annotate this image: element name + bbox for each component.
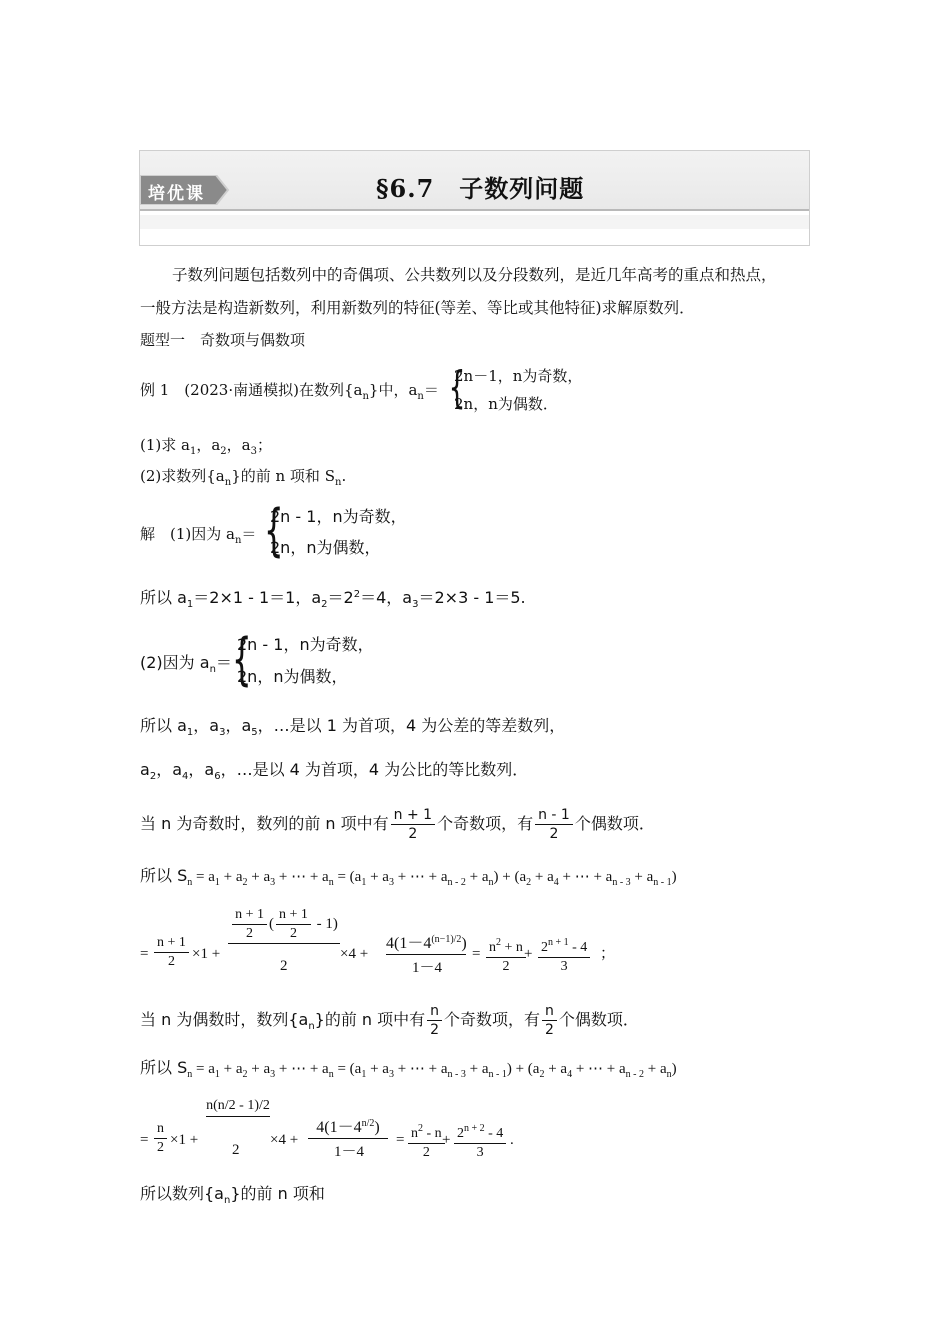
solution-case-odd: 2n - 1，n为奇数，: [270, 507, 407, 526]
badge-label: 培优课: [148, 184, 205, 204]
part2-case-even: 2n，n为偶数，: [237, 667, 348, 686]
example-case-odd: 2n－1，n为奇数，: [454, 367, 583, 385]
left-brace-icon: {: [448, 362, 466, 413]
solution-case-even: 2n，n为偶数，: [270, 538, 381, 557]
even-n-case: 当 n 为偶数时，数列$\{a_n\}$的前 n 项中有 $\frac{n}{2}$ 个奇数项，有 $\frac{n}{2}$ 个偶数项．: [140, 1003, 639, 1038]
solution-a-values: 所以 $a_1=2\times 1 - 1=1$，$a_2=2^2=4$，$a_3=2\times 3 - 1=5$.: [140, 588, 526, 610]
example-prompt: 例 1 (2023·南通模拟)在数列$\{a_n\}$中，$a_n=$: [140, 381, 439, 402]
part2-case-odd: 2n - 1，n为奇数，: [237, 635, 374, 654]
question-1: (1)求 $a_1$，$a_2$，$a_3$；: [140, 436, 273, 457]
intro-line-2: 一般方法是构造新数列，利用新数列的特征(等差、等比或其他特征)求解原数列．: [140, 299, 695, 317]
document-page: 培优课 §6.7 子数列问题 子数列问题包括数列中的奇偶项、公共数列以及分段数列，是近几年高考的重点和热点， 一般方法是构造新数列，利用新数列的特征(等差、等比或其他特征)求解原数列． 题型一 奇数项与偶数项 例 1 (2023·南通模拟)在数列$\{a_n\}$中，$a_n=$ { 2n－1，n为奇数， 2n，n为偶数． (1)求 $a_1$，$a_2$，$a_3$； (2)求数列$\{a_n\}$的前 n 项和 $S_n$. 解 (1)因为 $a_n=$ { 2n - 1，n为奇数， 2n，n为偶数， 所以 $a_1=2\times 1 - 1=1$，$a_2=2^2=4$，$a_3=2\times 3 - 1=5$. (2)因为 $a_n=$ { 2n - 1，n为奇数， 2n，n为偶数， 所以 $a_1$，$a_3$，$a_5$，…是以 1 为首项，4 为公差的等差数列， $a_2$，$a_4$，$a_6$，…是以 4 为首项，4 为公比的等比数列． 当 n 为奇数时，数列的前 n 项中有 $\frac{n + 1}{2}$ 个奇数项，有 $\frac{n - 1}{2}$ 个偶数项． 所以 $S_n = a_1 + a_2 + a_3$ + ⋯ + $a_n = (a_1 + a_3$ + ⋯ + $a_{n - 2} + a_n) + (a_2 + a_4$ + ⋯ + $a_{n - 3} + a_{n - 1}$) = $\frac{n + 1}{2}$ ×1 + $\frac{n + 1}{2}$ ( $\frac{n + 1}{2}$ - 1) 2 ×4 + $4(1-4^{(n-1)/2})$ 1－4 = $\frac{n^2 + n}{2}$ + $\frac{2^{n + 1} - 4}{3}$ ； 当 n 为偶数时，数列$\{a_n\}$的前 n 项中有 $\frac{n}{2}$ 个奇数项，有 $\frac{n}{2}$ 个偶数项． 所以 $S_n = a_1 + a_2 + a_3$ + ⋯ + $a_n = (a_1 + a_3$ + ⋯ + $a_{n - 3} + a_{n - 1}) + (a_2 + a_4$ + ⋯ + $a_{n - 2} + a_n$) = $\frac{n}{2}$ ×1 + n(n/2 - 1)/2 2 ×4 + $4(1-4^{n/2})$ 1－4 = $\frac{n^2 - n}{2}$ + $\frac{2^{n + 2} - 4}{3}$ . 所以数列$\{a_n\}$的前 n 项和: [0, 0, 950, 1344]
solution-label: 解 (1)因为 $a_n=$: [140, 525, 257, 546]
header-divider: [140, 215, 809, 229]
odd-n-case: 当 n 为奇数时，数列的前 n 项中有 $\frac{n + 1}{2}$ 个奇数项，有 $\frac{n - 1}{2}$ 个偶数项．: [140, 807, 655, 842]
question-2: (2)求数列$\{a_n\}$的前 n 项和 $S_n$.: [140, 467, 347, 488]
odd-sum-expression: 所以 $S_n = a_1 + a_2 + a_3$ + ⋯ + $a_n = (a_1 + a_3$ + ⋯ + $a_{n - 2} + a_n) + (a_2 + a_4$ + ⋯ + $a_{n - 3} + a_{n - 1}$): [140, 866, 677, 888]
left-brace-icon: {: [232, 627, 252, 692]
section-heading: 题型一 奇数项与偶数项: [140, 331, 306, 349]
odd-subsequence: 所以 $a_1$，$a_3$，$a_5$，…是以 1 为首项，4 为公差的等差数列，: [140, 716, 566, 738]
example-label-tail: }中，a: [368, 381, 418, 399]
left-brace-icon: {: [264, 498, 284, 563]
intro-line-1: 子数列问题包括数列中的奇偶项、公共数列以及分段数列，是近几年高考的重点和热点，: [172, 266, 777, 284]
even-subsequence: $a_2$，$a_4$，$a_6$，…是以 4 为首项，4 为公比的等比数列．: [140, 760, 529, 782]
example-label: 例 1 (2023·南通模拟)在数列{a: [140, 381, 363, 399]
page-title: §6.7 子数列问题: [376, 174, 585, 203]
section-header: [139, 150, 810, 246]
part2-label: (2)因为 $a_n=$: [140, 653, 232, 675]
even-sum-expression: 所以 $S_n = a_1 + a_2 + a_3$ + ⋯ + $a_n = (a_1 + a_3$ + ⋯ + $a_{n - 3} + a_{n - 1}) + (a_2 + a_4$ + ⋯ + $a_{n - 2} + a_n$): [140, 1058, 677, 1080]
example-case-even: 2n，n为偶数．: [454, 395, 558, 413]
final-statement: 所以数列$\{a_n\}$的前 n 项和: [140, 1184, 325, 1206]
lesson-badge: [140, 175, 228, 205]
